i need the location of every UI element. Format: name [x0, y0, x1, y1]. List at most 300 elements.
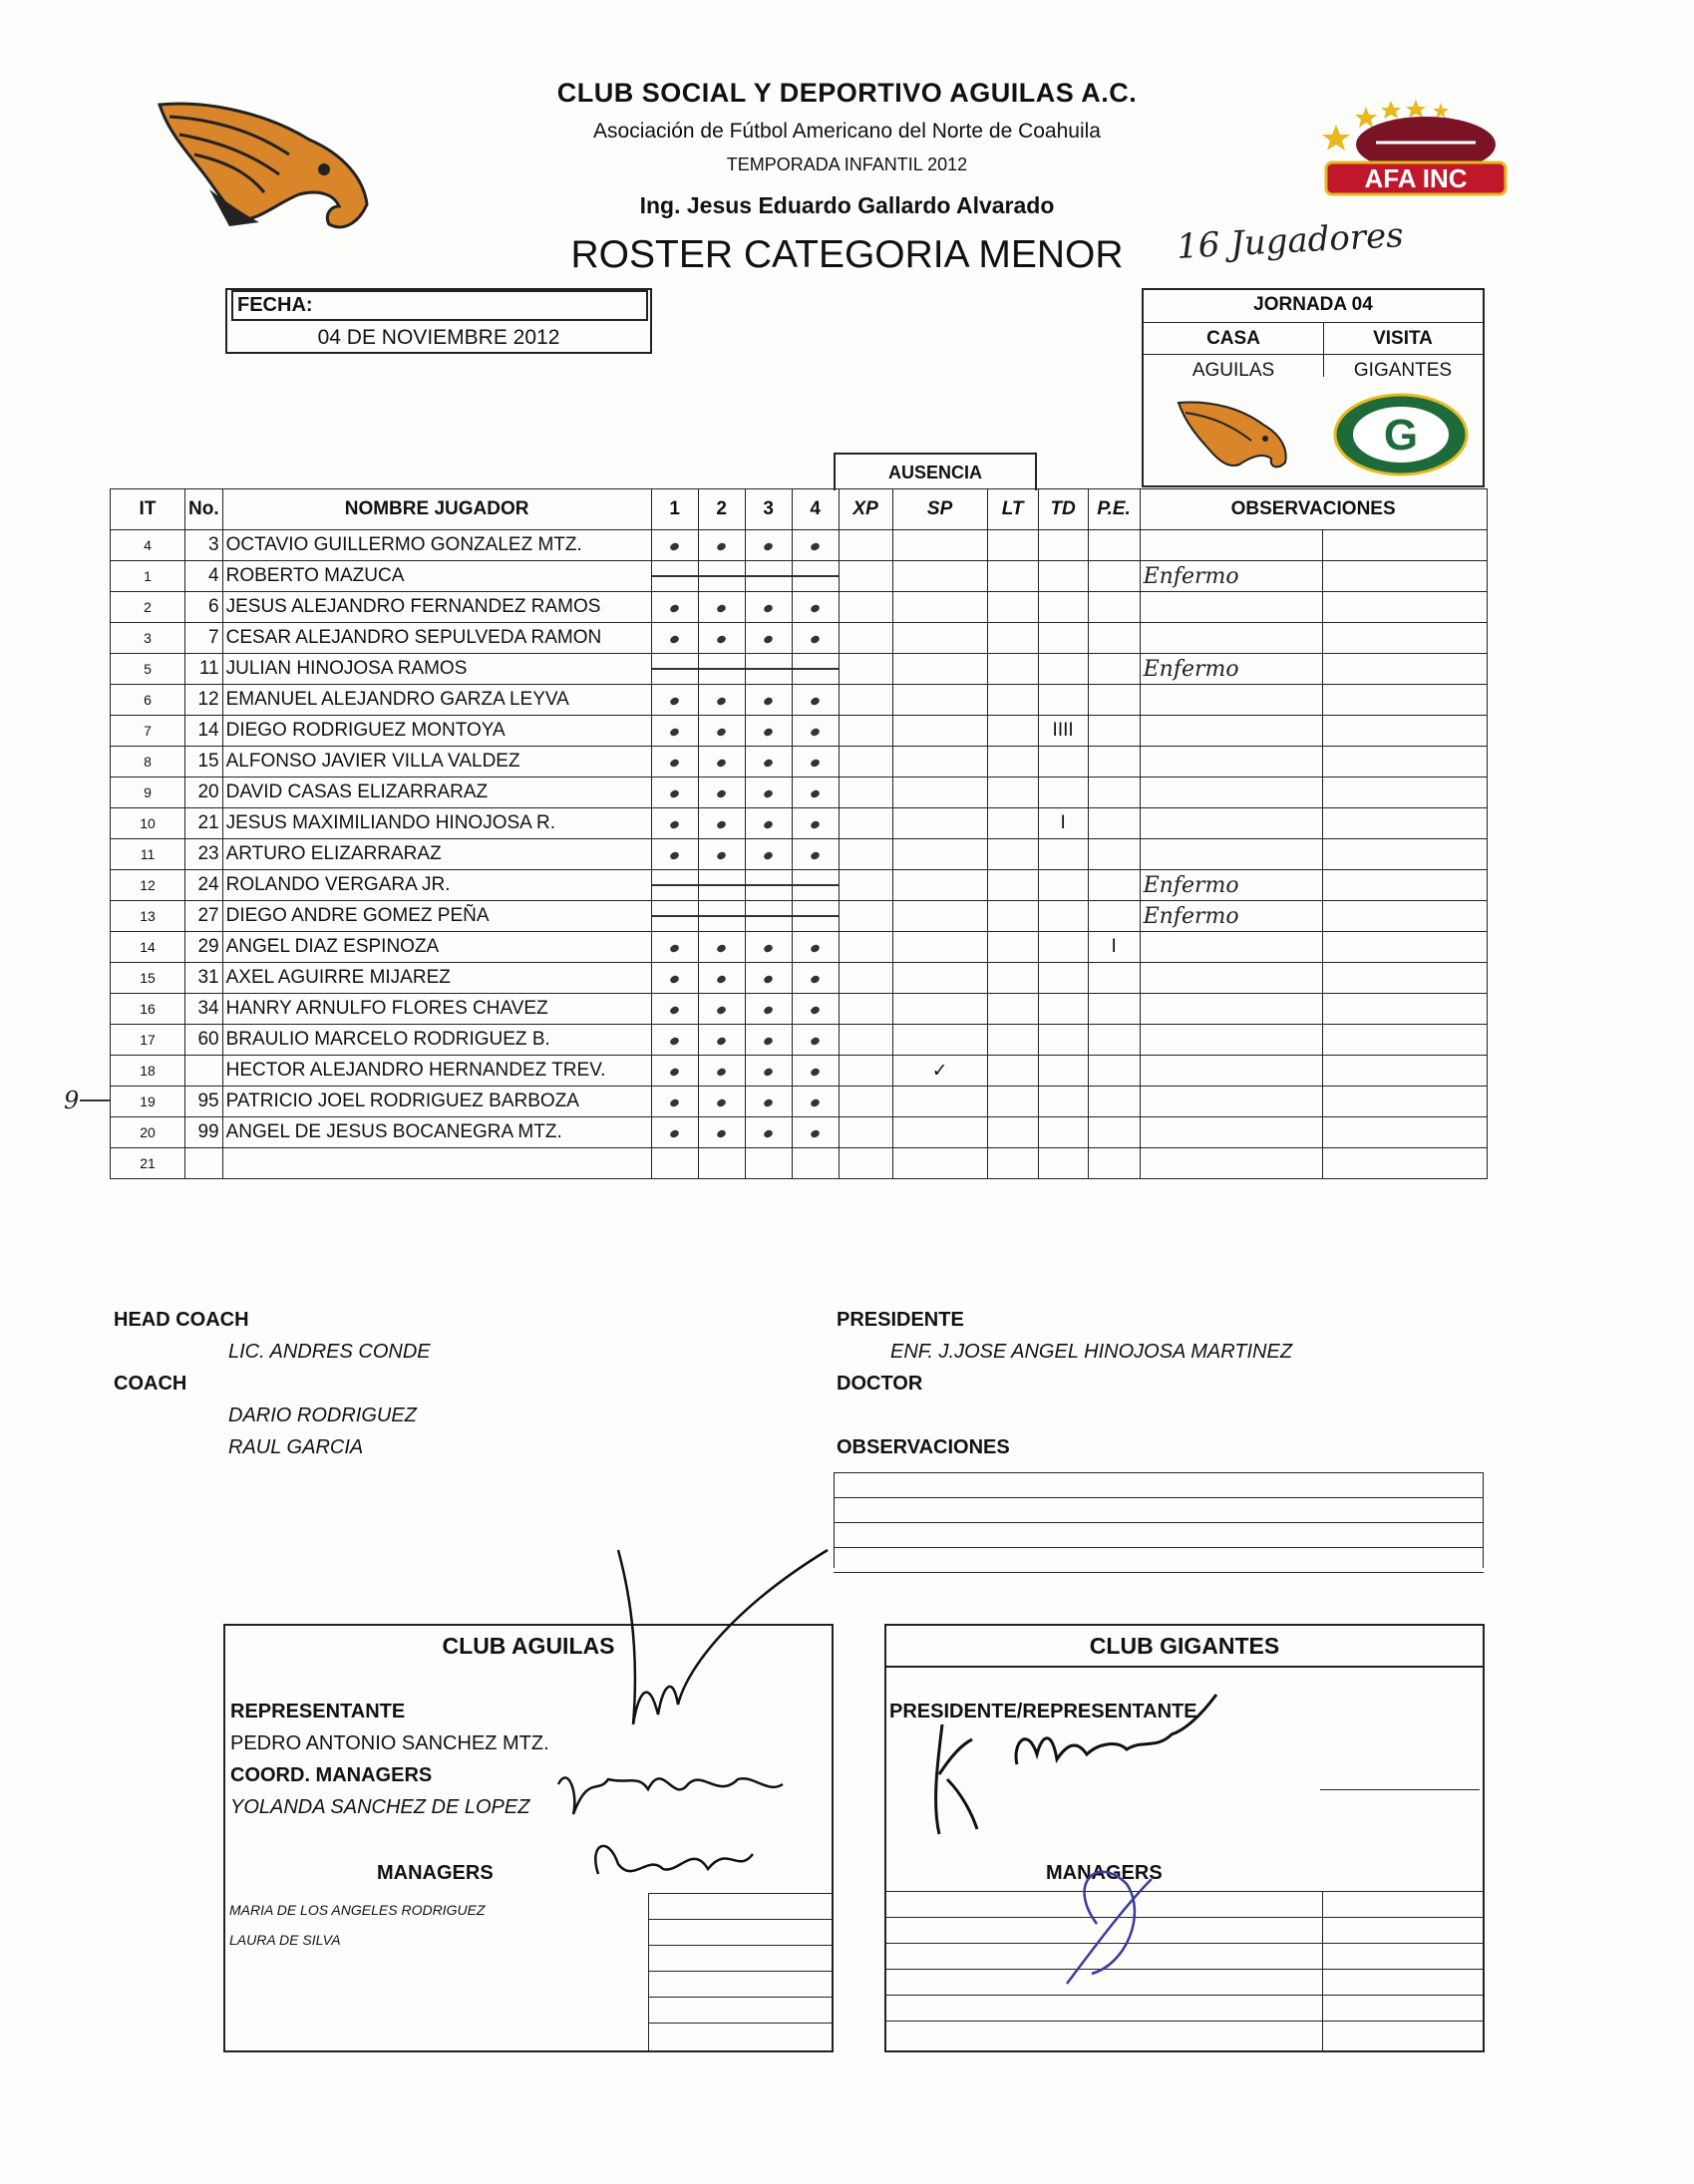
row-pe: [1088, 685, 1140, 716]
row-quarter-3: [745, 747, 792, 778]
row-td: [1038, 654, 1088, 685]
attendance-mark: [669, 819, 680, 829]
row-xp: [839, 1056, 892, 1087]
attendance-mark: [763, 541, 774, 551]
row-number: 6: [185, 592, 223, 623]
row-quarter-2: [698, 623, 745, 654]
row-sp: [892, 685, 987, 716]
row-observaciones: [1140, 747, 1322, 778]
row-td: [1038, 901, 1088, 932]
row-player-name: AXEL AGUIRRE MIJAREZ: [222, 963, 651, 994]
absent-line: [793, 915, 839, 917]
table-row: [111, 1087, 1488, 1117]
attendance-mark: [669, 727, 680, 737]
row-number: [185, 1056, 223, 1087]
row-observaciones: [1140, 1148, 1322, 1179]
row-quarter-4: [792, 1056, 839, 1087]
row-lt: [987, 530, 1038, 561]
row-xp: [839, 623, 892, 654]
absent-line: [652, 915, 698, 917]
attendance-mark: [810, 1097, 821, 1107]
row-number: 29: [185, 932, 223, 963]
row-xp: [839, 654, 892, 685]
row-lt: [987, 994, 1038, 1025]
col-td: TD: [1038, 489, 1088, 530]
row-quarter-1: [651, 530, 698, 561]
row-pe: [1088, 778, 1140, 808]
attendance-mark: [763, 634, 774, 644]
row-it: 7: [111, 716, 185, 747]
handwritten-player-count: 16 Jugadores: [1176, 215, 1405, 267]
table-row: [111, 716, 1488, 747]
row-quarter-4: [792, 839, 839, 870]
svg-text:G: G: [1383, 411, 1419, 460]
row-it: 12: [111, 870, 185, 901]
row-quarter-4: [792, 994, 839, 1025]
row-observaciones-extra: [1322, 1148, 1487, 1179]
attendance-mark: [669, 1128, 680, 1138]
row-quarter-4: [792, 963, 839, 994]
row-quarter-2: [698, 747, 745, 778]
attendance-mark: [810, 1067, 821, 1077]
row-xp: [839, 1087, 892, 1117]
absent-line: [652, 575, 698, 577]
row-lt: [987, 623, 1038, 654]
attendance-mark: [810, 819, 821, 829]
row-pe: [1088, 1056, 1140, 1087]
col-q3: 3: [745, 489, 792, 530]
side-note-dash: [80, 1099, 110, 1101]
attendance-mark: [669, 943, 680, 953]
attendance-mark: [669, 1067, 680, 1077]
doctor-label: DOCTOR: [837, 1373, 923, 1395]
row-lt: [987, 1117, 1038, 1148]
row-player-name: DIEGO ANDRE GOMEZ PEÑA: [222, 901, 651, 932]
row-quarter-4: [792, 1087, 839, 1117]
club-gigantes-title: CLUB GIGANTES: [886, 1626, 1483, 1668]
row-xp: [839, 1148, 892, 1179]
row-xp: [839, 561, 892, 592]
row-pe: [1088, 716, 1140, 747]
attendance-mark: [669, 541, 680, 551]
row-quarter-2: [698, 963, 745, 994]
row-sp: [892, 778, 987, 808]
row-player-name: JESUS ALEJANDRO FERNANDEZ RAMOS: [222, 592, 651, 623]
row-sp: [892, 592, 987, 623]
row-player-name: ANGEL DIAZ ESPINOZA: [222, 932, 651, 963]
row-lt: [987, 839, 1038, 870]
row-observaciones-extra: [1322, 870, 1487, 901]
row-quarter-4: [792, 654, 839, 685]
row-quarter-3: [745, 870, 792, 901]
row-observaciones: [1140, 1025, 1322, 1056]
row-number: 20: [185, 778, 223, 808]
association-name: Asociación de Fútbol Americano del Norte de Coahuila: [593, 120, 1101, 143]
attendance-mark: [763, 788, 774, 798]
attendance-mark: [810, 758, 821, 768]
col-lt: LT: [987, 489, 1038, 530]
row-quarter-3: [745, 963, 792, 994]
row-xp: [839, 994, 892, 1025]
row-observaciones-extra: [1322, 623, 1487, 654]
row-quarter-2: [698, 808, 745, 839]
row-quarter-1: [651, 747, 698, 778]
row-quarter-3: [745, 1148, 792, 1179]
row-quarter-2: [698, 901, 745, 932]
row-td: [1038, 870, 1088, 901]
row-lt: [987, 1056, 1038, 1087]
row-sp: [892, 1087, 987, 1117]
attendance-mark: [669, 1036, 680, 1046]
row-quarter-1: [651, 561, 698, 592]
attendance-mark: [810, 1005, 821, 1015]
row-sp: [892, 994, 987, 1025]
jornada-box: [1142, 288, 1485, 487]
absent-line: [793, 668, 839, 670]
row-quarter-2: [698, 1056, 745, 1087]
row-xp: [839, 808, 892, 839]
row-observaciones-extra: [1322, 561, 1487, 592]
row-observaciones: Enfermo: [1140, 901, 1322, 932]
row-quarter-1: [651, 1025, 698, 1056]
row-pe: [1088, 592, 1140, 623]
row-player-name: HECTOR ALEJANDRO HERNANDEZ TREV.: [222, 1056, 651, 1087]
row-td: [1038, 839, 1088, 870]
row-quarter-3: [745, 654, 792, 685]
attendance-mark: [716, 758, 727, 768]
absent-line: [652, 668, 698, 670]
row-it: 18: [111, 1056, 185, 1087]
row-pe: [1088, 623, 1140, 654]
aguilas-manager-2: LAURA DE SILVA: [229, 1932, 341, 1948]
row-number: 14: [185, 716, 223, 747]
casa-eagle-logo: [1174, 395, 1293, 474]
row-sp: [892, 716, 987, 747]
aguilas-manager-1: MARIA DE LOS ANGELES RODRIGUEZ: [229, 1902, 486, 1918]
absent-line: [699, 575, 745, 577]
attendance-mark: [763, 850, 774, 860]
row-quarter-1: [651, 654, 698, 685]
row-player-name: ROLANDO VERGARA JR.: [222, 870, 651, 901]
row-quarter-1: [651, 1148, 698, 1179]
fecha-value: 04 DE NOVIEMBRE 2012: [317, 326, 560, 349]
attendance-mark: [763, 943, 774, 953]
attendance-mark: [810, 603, 821, 613]
row-quarter-1: [651, 870, 698, 901]
aguilas-coord-name: YOLANDA SANCHEZ DE LOPEZ: [230, 1796, 530, 1818]
row-quarter-2: [698, 870, 745, 901]
attendance-mark: [763, 1005, 774, 1015]
col-q2: 2: [698, 489, 745, 530]
aguilas-representante-label: REPRESENTANTE: [230, 1701, 406, 1722]
attendance-mark: [716, 850, 727, 860]
row-lt: [987, 654, 1038, 685]
row-quarter-2: [698, 1087, 745, 1117]
absent-line: [746, 668, 792, 670]
row-sp: [892, 654, 987, 685]
row-xp: [839, 592, 892, 623]
row-quarter-1: [651, 901, 698, 932]
attendance-mark: [810, 974, 821, 984]
row-quarter-1: [651, 592, 698, 623]
table-row: [111, 747, 1488, 778]
table-row: [111, 778, 1488, 808]
club-title: CLUB SOCIAL Y DEPORTIVO AGUILAS A.C.: [556, 78, 1138, 108]
row-player-name: BRAULIO MARCELO RODRIGUEZ B.: [222, 1025, 651, 1056]
aguilas-representante-name: PEDRO ANTONIO SANCHEZ MTZ.: [230, 1732, 549, 1754]
attendance-mark: [763, 696, 774, 706]
row-lt: [987, 778, 1038, 808]
row-quarter-1: [651, 685, 698, 716]
signature-drawings-aguilas: [538, 1545, 867, 1944]
row-number: [185, 1148, 223, 1179]
attendance-mark: [763, 727, 774, 737]
row-it: 1: [111, 561, 185, 592]
club-aguilas-title: CLUB AGUILAS: [442, 1633, 615, 1659]
row-quarter-1: [651, 778, 698, 808]
row-xp: [839, 530, 892, 561]
row-lt: [987, 716, 1038, 747]
attendance-mark: [763, 603, 774, 613]
row-td: [1038, 685, 1088, 716]
row-observaciones-extra: [1322, 778, 1487, 808]
row-observaciones: [1140, 963, 1322, 994]
row-pe: [1088, 963, 1140, 994]
row-observaciones-extra: [1322, 685, 1487, 716]
row-pe: [1088, 901, 1140, 932]
row-player-name: ARTURO ELIZARRARAZ: [222, 839, 651, 870]
row-xp: [839, 747, 892, 778]
row-quarter-2: [698, 1117, 745, 1148]
table-row: [111, 530, 1488, 561]
attendance-mark: [716, 541, 727, 551]
row-quarter-2: [698, 778, 745, 808]
absent-line: [699, 915, 745, 917]
row-lt: [987, 747, 1038, 778]
row-observaciones-extra: [1322, 530, 1487, 561]
attendance-mark: [716, 1128, 727, 1138]
visita-label: VISITA: [1373, 328, 1433, 349]
table-row: [111, 1056, 1488, 1087]
attendance-mark: [810, 727, 821, 737]
row-quarter-2: [698, 654, 745, 685]
row-quarter-4: [792, 685, 839, 716]
absent-line: [746, 575, 792, 577]
row-pe: [1088, 1148, 1140, 1179]
attendance-mark: [716, 1036, 727, 1046]
row-xp: [839, 932, 892, 963]
row-observaciones: Enfermo: [1140, 870, 1322, 901]
row-player-name: DIEGO RODRIGUEZ MONTOYA: [222, 716, 651, 747]
row-it: 9: [111, 778, 185, 808]
attendance-mark: [810, 850, 821, 860]
gigantes-packers-logo: [1331, 392, 1471, 477]
attendance-mark: [810, 1128, 821, 1138]
row-quarter-4: [792, 1117, 839, 1148]
row-quarter-1: [651, 839, 698, 870]
attendance-mark: [716, 943, 727, 953]
attendance-mark: [810, 1036, 821, 1046]
row-sp: [892, 1117, 987, 1148]
row-player-name: DAVID CASAS ELIZARRARAZ: [222, 778, 651, 808]
row-it: 21: [111, 1148, 185, 1179]
table-row: [111, 592, 1488, 623]
row-observaciones: Enfermo: [1140, 561, 1322, 592]
row-quarter-3: [745, 623, 792, 654]
aguilas-managers-label: MANAGERS: [377, 1862, 494, 1884]
attendance-mark: [716, 696, 727, 706]
table-row: [111, 1148, 1488, 1179]
row-observaciones: [1140, 778, 1322, 808]
row-number: 21: [185, 808, 223, 839]
row-quarter-4: [792, 1148, 839, 1179]
head-coach-name: LIC. ANDRES CONDE: [228, 1341, 431, 1363]
fecha-box: [225, 288, 652, 354]
row-pe: [1088, 1025, 1140, 1056]
roster-title: ROSTER CATEGORIA MENOR: [570, 233, 1124, 276]
row-xp: [839, 778, 892, 808]
row-observaciones: [1140, 932, 1322, 963]
row-quarter-4: [792, 530, 839, 561]
row-sp: [892, 963, 987, 994]
attendance-mark: [716, 727, 727, 737]
row-quarter-2: [698, 839, 745, 870]
table-row: [111, 994, 1488, 1025]
season-label: TEMPORADA INFANTIL 2012: [726, 155, 968, 174]
row-td: [1038, 1056, 1088, 1087]
attendance-mark: [669, 758, 680, 768]
row-xp: [839, 685, 892, 716]
col-pe: P.E.: [1088, 489, 1140, 530]
col-sp: SP: [892, 489, 987, 530]
attendance-mark: [763, 1128, 774, 1138]
table-row: [111, 685, 1488, 716]
row-td: [1038, 994, 1088, 1025]
row-lt: [987, 870, 1038, 901]
col-observaciones: OBSERVACIONES: [1140, 489, 1487, 530]
attendance-mark: [669, 634, 680, 644]
row-quarter-2: [698, 592, 745, 623]
attendance-mark: [763, 1067, 774, 1077]
attendance-mark: [763, 974, 774, 984]
attendance-mark: [763, 819, 774, 829]
row-sp: [892, 561, 987, 592]
col-name: NOMBRE JUGADOR: [222, 489, 651, 530]
col-q4: 4: [792, 489, 839, 530]
row-observaciones-extra: [1322, 716, 1487, 747]
row-it: 6: [111, 685, 185, 716]
side-note: 9: [64, 1087, 80, 1114]
observaciones-lines: [834, 1472, 1484, 1573]
presidente-name: ENF. J.JOSE ANGEL HINOJOSA MARTINEZ: [890, 1341, 1293, 1363]
row-pe: [1088, 1117, 1140, 1148]
absent-line: [699, 668, 745, 670]
row-pe: [1088, 1087, 1140, 1117]
row-quarter-1: [651, 623, 698, 654]
roster-table: [110, 488, 1488, 1179]
attendance-mark: [716, 1097, 727, 1107]
table-row: [111, 1025, 1488, 1056]
roster-header-row: [111, 489, 1488, 530]
row-xp: [839, 716, 892, 747]
row-quarter-3: [745, 530, 792, 561]
row-observaciones-extra: [1322, 1056, 1487, 1087]
col-no: No.: [185, 489, 223, 530]
row-td: [1038, 623, 1088, 654]
row-quarter-2: [698, 685, 745, 716]
row-observaciones: [1140, 1056, 1322, 1087]
row-player-name: [222, 1148, 651, 1179]
row-xp: [839, 963, 892, 994]
table-row: [111, 623, 1488, 654]
row-player-name: EMANUEL ALEJANDRO GARZA LEYVA: [222, 685, 651, 716]
gigantes-presidente-line: [1320, 1789, 1480, 1790]
row-quarter-3: [745, 901, 792, 932]
coach-label: COACH: [114, 1373, 187, 1395]
row-number: 3: [185, 530, 223, 561]
row-observaciones-extra: [1322, 747, 1487, 778]
row-number: 27: [185, 901, 223, 932]
row-quarter-1: [651, 1117, 698, 1148]
row-it: 19: [111, 1087, 185, 1117]
attendance-mark: [669, 696, 680, 706]
head-coach-label: HEAD COACH: [114, 1309, 249, 1331]
row-observaciones-extra: [1322, 994, 1487, 1025]
row-sp: [892, 932, 987, 963]
row-sp: [892, 623, 987, 654]
row-td: I: [1038, 808, 1088, 839]
row-quarter-4: [792, 592, 839, 623]
row-sp: [892, 808, 987, 839]
row-td: [1038, 530, 1088, 561]
row-it: 3: [111, 623, 185, 654]
row-number: 34: [185, 994, 223, 1025]
presidente-label: PRESIDENTE: [837, 1309, 964, 1331]
row-number: 60: [185, 1025, 223, 1056]
row-observaciones: [1140, 685, 1322, 716]
row-quarter-3: [745, 716, 792, 747]
row-quarter-2: [698, 530, 745, 561]
row-pe: [1088, 994, 1140, 1025]
absent-line: [652, 884, 698, 886]
row-observaciones: Enfermo: [1140, 654, 1322, 685]
row-player-name: ROBERTO MAZUCA: [222, 561, 651, 592]
row-quarter-2: [698, 561, 745, 592]
row-number: 7: [185, 623, 223, 654]
row-td: [1038, 932, 1088, 963]
row-it: 20: [111, 1117, 185, 1148]
attendance-mark: [669, 1097, 680, 1107]
absent-line: [746, 884, 792, 886]
row-quarter-2: [698, 1148, 745, 1179]
attendance-mark: [763, 1097, 774, 1107]
table-row: [111, 561, 1488, 592]
row-observaciones: [1140, 530, 1322, 561]
absent-line: [793, 575, 839, 577]
row-quarter-3: [745, 778, 792, 808]
row-pe: [1088, 747, 1140, 778]
fecha-label: FECHA:: [231, 290, 648, 321]
row-pe: [1088, 870, 1140, 901]
attendance-mark: [810, 696, 821, 706]
row-quarter-1: [651, 1056, 698, 1087]
row-lt: [987, 808, 1038, 839]
table-row: [111, 654, 1488, 685]
row-sp: [892, 1148, 987, 1179]
ausencia-header: AUSENCIA: [834, 453, 1037, 490]
row-td: [1038, 1117, 1088, 1148]
absent-line: [746, 915, 792, 917]
